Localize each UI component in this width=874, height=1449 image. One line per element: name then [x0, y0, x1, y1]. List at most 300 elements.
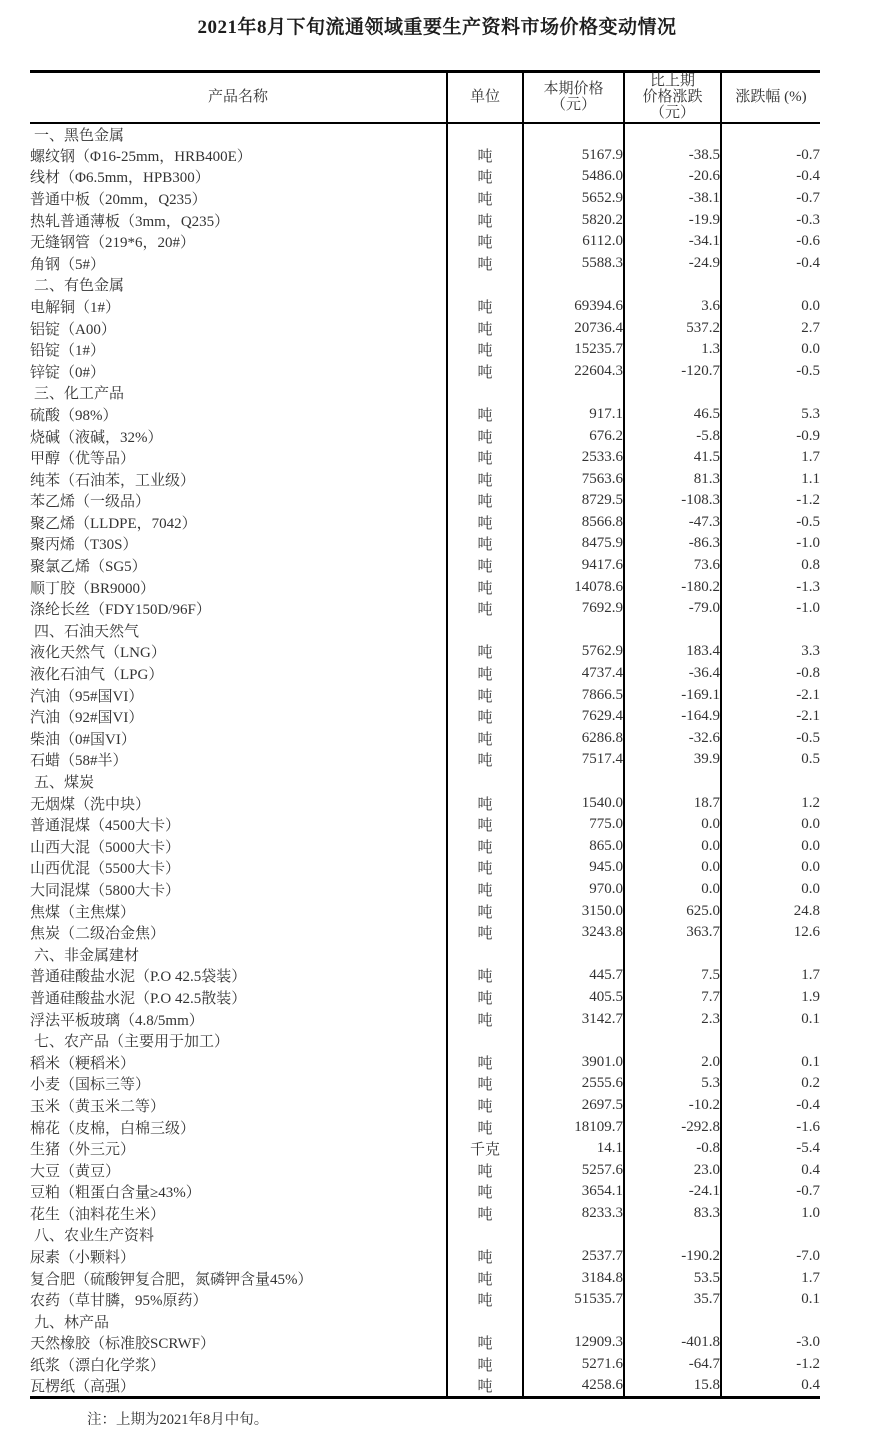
unit-cell: 吨 — [447, 1267, 523, 1289]
change-pct-cell: 0.8 — [721, 555, 820, 577]
header-price-change-line3: （元） — [649, 105, 695, 122]
change-pct-cell: -0.6 — [721, 231, 820, 253]
change-pct-cell: -0.8 — [721, 663, 820, 685]
header-price-change — [624, 72, 721, 123]
section-title-cell: 七、农产品（主要用于加工） — [34, 1034, 230, 1051]
table-row — [30, 317, 820, 339]
section-title-cell: 四、石油天然气 — [34, 623, 140, 640]
section-row — [30, 620, 820, 642]
price-change-cell: -34.1 — [624, 231, 721, 253]
table-row — [30, 1289, 820, 1311]
table-row — [30, 1116, 820, 1138]
header-current-price — [523, 72, 624, 123]
change-pct-cell: 1.7 — [721, 965, 820, 987]
unit-cell: 吨 — [447, 663, 523, 685]
price-change-cell: -120.7 — [624, 360, 721, 382]
table-row — [30, 922, 820, 944]
change-pct-cell: 1.1 — [721, 468, 820, 490]
unit-cell: 吨 — [447, 1354, 523, 1376]
table-row — [30, 749, 820, 771]
table-row — [30, 641, 820, 663]
product-name-cell: 纸浆（漂白化学浆） — [30, 1358, 166, 1375]
product-name-cell: 棉花（皮棉，白棉三级） — [30, 1120, 196, 1137]
unit-cell: 吨 — [447, 209, 523, 231]
footnote: 注：上期为2021年8月中旬。 — [87, 1412, 269, 1428]
change-pct-cell — [721, 123, 820, 145]
unit-cell: 吨 — [447, 1181, 523, 1203]
unit-cell: 吨 — [447, 900, 523, 922]
change-pct-cell: -7.0 — [721, 1246, 820, 1268]
product-name-cell: 柴油（0#国VI） — [30, 731, 136, 748]
product-name-cell: 液化天然气（LNG） — [30, 645, 166, 662]
current-price-cell: 5271.6 — [523, 1354, 624, 1376]
product-name-cell: 小麦（国标三等） — [30, 1077, 151, 1094]
table-row — [30, 684, 820, 706]
price-change-cell: 2.3 — [624, 1008, 721, 1030]
unit-cell — [447, 382, 523, 404]
unit-cell: 吨 — [447, 339, 523, 361]
product-name-cell: 聚乙烯（LLDPE，7042） — [30, 515, 197, 532]
change-pct-cell: -1.2 — [721, 1354, 820, 1376]
price-change-cell — [624, 1030, 721, 1052]
product-name-cell: 汽油（92#国VI） — [30, 710, 144, 727]
change-pct-cell: 0.0 — [721, 879, 820, 901]
header-change-pct — [721, 72, 820, 123]
table-row — [30, 663, 820, 685]
product-name-cell: 普通混煤（4500大卡） — [30, 818, 181, 835]
table-row — [30, 1246, 820, 1268]
price-change-cell — [624, 274, 721, 296]
change-pct-cell: 0.4 — [721, 1159, 820, 1181]
product-name-cell: 无烟煤（洗中块） — [30, 796, 151, 813]
change-pct-cell: 2.7 — [721, 317, 820, 339]
current-price-cell: 8475.9 — [523, 533, 624, 555]
product-name-cell: 锌锭（0#） — [30, 364, 106, 381]
unit-cell: 吨 — [447, 1375, 523, 1398]
price-change-cell: 183.4 — [624, 641, 721, 663]
current-price-cell: 3243.8 — [523, 922, 624, 944]
unit-cell: 吨 — [447, 447, 523, 469]
change-pct-cell: -0.5 — [721, 728, 820, 750]
price-change-cell: 363.7 — [624, 922, 721, 944]
current-price-cell: 2555.6 — [523, 1073, 624, 1095]
page-title: 2021年8月下旬流通领域重要生产资料市场价格变动情况 — [197, 17, 677, 38]
price-change-cell: 0.0 — [624, 879, 721, 901]
change-pct-cell: 0.0 — [721, 836, 820, 858]
section-title-cell: 八、农业生产资料 — [34, 1228, 155, 1245]
unit-cell: 吨 — [447, 404, 523, 426]
table-row — [30, 404, 820, 426]
price-change-cell: -401.8 — [624, 1332, 721, 1354]
change-pct-cell: 0.0 — [721, 339, 820, 361]
current-price-cell: 14.1 — [523, 1138, 624, 1160]
current-price-cell: 5167.9 — [523, 145, 624, 167]
change-pct-cell: 1.9 — [721, 987, 820, 1009]
current-price-cell: 865.0 — [523, 836, 624, 858]
table-row — [30, 1138, 820, 1160]
header-row — [30, 72, 820, 123]
price-change-cell — [624, 123, 721, 145]
price-change-cell: -5.8 — [624, 425, 721, 447]
unit-cell: 吨 — [447, 879, 523, 901]
unit-cell: 吨 — [447, 533, 523, 555]
price-change-cell: 35.7 — [624, 1289, 721, 1311]
unit-cell — [447, 1030, 523, 1052]
current-price-cell: 3142.7 — [523, 1008, 624, 1030]
price-change-cell: 23.0 — [624, 1159, 721, 1181]
table-row — [30, 1051, 820, 1073]
current-price-cell: 5257.6 — [523, 1159, 624, 1181]
price-change-cell: -190.2 — [624, 1246, 721, 1268]
change-pct-cell — [721, 1311, 820, 1333]
table-row — [30, 857, 820, 879]
table-row — [30, 1375, 820, 1398]
product-name-cell: 铅锭（1#） — [30, 343, 106, 360]
product-name-cell: 热轧普通薄板（3mm，Q235） — [30, 213, 230, 230]
current-price-cell: 7563.6 — [523, 468, 624, 490]
price-change-cell: -292.8 — [624, 1116, 721, 1138]
product-name-cell: 甲醇（优等品） — [30, 451, 136, 468]
price-change-cell: 41.5 — [624, 447, 721, 469]
section-title-cell: 二、有色金属 — [34, 278, 125, 295]
current-price-cell: 775.0 — [523, 814, 624, 836]
unit-cell: 吨 — [447, 836, 523, 858]
current-price-cell: 1540.0 — [523, 792, 624, 814]
unit-cell — [447, 771, 523, 793]
change-pct-cell: 0.2 — [721, 1073, 820, 1095]
change-pct-cell: 0.0 — [721, 857, 820, 879]
change-pct-cell: 0.0 — [721, 296, 820, 318]
header-product-label: 产品名称 — [207, 89, 268, 106]
unit-cell: 吨 — [447, 1116, 523, 1138]
section-row — [30, 123, 820, 145]
price-change-cell: -10.2 — [624, 1095, 721, 1117]
price-change-cell: -38.5 — [624, 145, 721, 167]
section-title-cell: 一、黑色金属 — [34, 127, 125, 144]
product-name-cell: 普通硅酸盐水泥（P.O 42.5散装） — [30, 990, 247, 1007]
change-pct-cell — [721, 620, 820, 642]
current-price-cell: 445.7 — [523, 965, 624, 987]
product-name-cell: 聚氯乙烯（SG5） — [30, 559, 147, 576]
change-pct-cell: -0.7 — [721, 1181, 820, 1203]
current-price-cell: 4258.6 — [523, 1375, 624, 1398]
price-change-cell: -36.4 — [624, 663, 721, 685]
unit-cell: 吨 — [447, 296, 523, 318]
change-pct-cell: -0.7 — [721, 145, 820, 167]
current-price-cell: 8729.5 — [523, 490, 624, 512]
unit-cell: 吨 — [447, 1159, 523, 1181]
price-change-cell: -32.6 — [624, 728, 721, 750]
current-price-cell: 51535.7 — [523, 1289, 624, 1311]
table-row — [30, 1354, 820, 1376]
product-name-cell: 农药（草甘膦，95%原药） — [30, 1293, 208, 1310]
price-table — [30, 70, 820, 1399]
product-name-cell: 天然橡胶（标准胶SCRWF） — [30, 1336, 216, 1353]
change-pct-cell: -1.0 — [721, 533, 820, 555]
current-price-cell: 6112.0 — [523, 231, 624, 253]
product-name-cell: 铝锭（A00） — [30, 321, 116, 338]
unit-cell: 吨 — [447, 360, 523, 382]
unit-cell: 吨 — [447, 684, 523, 706]
current-price-cell: 14078.6 — [523, 576, 624, 598]
unit-cell: 吨 — [447, 252, 523, 274]
price-change-cell — [624, 1311, 721, 1333]
change-pct-cell — [721, 382, 820, 404]
change-pct-cell: -0.7 — [721, 188, 820, 210]
unit-cell: 吨 — [447, 792, 523, 814]
product-name-cell: 山西优混（5500大卡） — [30, 861, 181, 878]
current-price-cell: 5652.9 — [523, 188, 624, 210]
change-pct-cell: 0.1 — [721, 1051, 820, 1073]
current-price-cell: 7629.4 — [523, 706, 624, 728]
table-row — [30, 231, 820, 253]
current-price-cell: 7692.9 — [523, 598, 624, 620]
product-name-cell: 大豆（黄豆） — [30, 1163, 121, 1180]
price-change-cell: -47.3 — [624, 512, 721, 534]
product-name-cell: 涤纶长丝（FDY150D/96F） — [30, 602, 211, 619]
product-name-cell: 硫酸（98%） — [30, 407, 118, 424]
change-pct-cell: 0.0 — [721, 814, 820, 836]
current-price-cell: 3184.8 — [523, 1267, 624, 1289]
unit-cell — [447, 943, 523, 965]
table-row — [30, 447, 820, 469]
price-change-cell: -108.3 — [624, 490, 721, 512]
unit-cell: 吨 — [447, 145, 523, 167]
current-price-cell: 22604.3 — [523, 360, 624, 382]
price-change-cell — [624, 771, 721, 793]
change-pct-cell: 0.4 — [721, 1375, 820, 1398]
change-pct-cell: 3.3 — [721, 641, 820, 663]
unit-cell: 吨 — [447, 317, 523, 339]
price-change-cell: -19.9 — [624, 209, 721, 231]
change-pct-cell: -1.6 — [721, 1116, 820, 1138]
product-name-cell: 焦煤（主焦煤） — [30, 904, 136, 921]
unit-cell: 吨 — [447, 814, 523, 836]
table-row — [30, 879, 820, 901]
change-pct-cell: 0.5 — [721, 749, 820, 771]
current-price-cell: 5820.2 — [523, 209, 624, 231]
unit-cell: 吨 — [447, 749, 523, 771]
current-price-cell: 3654.1 — [523, 1181, 624, 1203]
current-price-cell: 945.0 — [523, 857, 624, 879]
product-name-cell: 烧碱（液碱，32%） — [30, 429, 163, 446]
change-pct-cell: -0.9 — [721, 425, 820, 447]
price-change-cell: 83.3 — [624, 1203, 721, 1225]
table-row — [30, 576, 820, 598]
unit-cell: 吨 — [447, 857, 523, 879]
product-name-cell: 螺纹钢（Φ16-25mm，HRB400E） — [30, 148, 252, 165]
unit-cell: 吨 — [447, 706, 523, 728]
price-change-cell: 7.5 — [624, 965, 721, 987]
header-unit — [447, 72, 523, 123]
unit-cell: 吨 — [447, 425, 523, 447]
product-name-cell: 玉米（黄玉米二等） — [30, 1098, 166, 1115]
table-row — [30, 987, 820, 1009]
unit-cell: 吨 — [447, 166, 523, 188]
change-pct-cell: 1.2 — [721, 792, 820, 814]
product-name-cell: 大同混煤（5800大卡） — [30, 882, 181, 899]
product-name-cell: 汽油（95#国VI） — [30, 688, 144, 705]
current-price-cell: 18109.7 — [523, 1116, 624, 1138]
change-pct-cell: -1.0 — [721, 598, 820, 620]
product-name-cell: 豆粕（粗蛋白含量≥43%） — [30, 1185, 201, 1202]
unit-cell: 吨 — [447, 1095, 523, 1117]
price-change-cell — [624, 620, 721, 642]
product-name-cell: 角钢（5#） — [30, 256, 106, 273]
unit-cell: 吨 — [447, 490, 523, 512]
unit-cell: 吨 — [447, 188, 523, 210]
current-price-cell: 405.5 — [523, 987, 624, 1009]
price-change-cell: 0.0 — [624, 836, 721, 858]
product-name-cell: 瓦楞纸（高强） — [30, 1379, 136, 1396]
current-price-cell: 3150.0 — [523, 900, 624, 922]
product-name-cell: 顺丁胶（BR9000） — [30, 580, 156, 597]
section-row — [30, 1030, 820, 1052]
price-change-cell: 2.0 — [624, 1051, 721, 1073]
product-name-cell: 普通硅酸盐水泥（P.O 42.5袋装） — [30, 969, 247, 986]
change-pct-cell — [721, 1224, 820, 1246]
header-price-change-line2: 价格涨跌 — [642, 89, 703, 106]
current-price-cell: 2533.6 — [523, 447, 624, 469]
table-header — [30, 72, 820, 123]
price-change-cell: 7.7 — [624, 987, 721, 1009]
table-row — [30, 296, 820, 318]
change-pct-cell: -1.2 — [721, 490, 820, 512]
product-name-cell: 复合肥（硫酸钾复合肥，氮磷钾含量45%） — [30, 1271, 313, 1288]
current-price-cell: 6286.8 — [523, 728, 624, 750]
price-change-cell: 537.2 — [624, 317, 721, 339]
price-change-cell: -38.1 — [624, 188, 721, 210]
unit-cell: 吨 — [447, 1332, 523, 1354]
price-change-cell: -86.3 — [624, 533, 721, 555]
price-change-cell: 73.6 — [624, 555, 721, 577]
unit-cell — [447, 123, 523, 145]
unit-cell: 吨 — [447, 576, 523, 598]
current-price-cell: 676.2 — [523, 425, 624, 447]
table-row — [30, 836, 820, 858]
price-change-cell — [624, 1224, 721, 1246]
product-name-cell: 苯乙烯（一级品） — [30, 494, 151, 511]
change-pct-cell: -0.3 — [721, 209, 820, 231]
price-change-cell: 15.8 — [624, 1375, 721, 1398]
unit-cell: 吨 — [447, 555, 523, 577]
current-price-cell — [523, 274, 624, 296]
change-pct-cell: -0.5 — [721, 512, 820, 534]
price-change-cell: -180.2 — [624, 576, 721, 598]
current-price-cell — [523, 771, 624, 793]
price-change-cell: 1.3 — [624, 339, 721, 361]
product-name-cell: 聚丙烯（T30S） — [30, 537, 138, 554]
product-name-cell: 线材（Φ6.5mm，HPB300） — [30, 170, 210, 187]
product-name-cell: 焦炭（二级冶金焦） — [30, 926, 166, 943]
change-pct-cell: 0.1 — [721, 1008, 820, 1030]
section-row — [30, 1311, 820, 1333]
section-row — [30, 943, 820, 965]
table-row — [30, 533, 820, 555]
table-row — [30, 425, 820, 447]
table-row — [30, 1181, 820, 1203]
change-pct-cell: 1.7 — [721, 1267, 820, 1289]
table-row — [30, 1095, 820, 1117]
unit-cell: 吨 — [447, 1203, 523, 1225]
unit-cell: 吨 — [447, 1051, 523, 1073]
unit-cell: 吨 — [447, 512, 523, 534]
unit-cell: 吨 — [447, 598, 523, 620]
price-change-cell: 625.0 — [624, 900, 721, 922]
change-pct-cell: 1.7 — [721, 447, 820, 469]
table-row — [30, 900, 820, 922]
unit-cell: 吨 — [447, 965, 523, 987]
price-change-cell: 0.0 — [624, 814, 721, 836]
current-price-cell: 970.0 — [523, 879, 624, 901]
current-price-cell: 69394.6 — [523, 296, 624, 318]
current-price-cell: 4737.4 — [523, 663, 624, 685]
current-price-cell — [523, 620, 624, 642]
unit-cell: 吨 — [447, 468, 523, 490]
change-pct-cell — [721, 1030, 820, 1052]
current-price-cell: 917.1 — [523, 404, 624, 426]
unit-cell: 吨 — [447, 641, 523, 663]
section-row — [30, 1224, 820, 1246]
price-change-cell: -24.9 — [624, 252, 721, 274]
table-row — [30, 814, 820, 836]
unit-cell: 吨 — [447, 1008, 523, 1030]
current-price-cell: 7866.5 — [523, 684, 624, 706]
product-name-cell: 稻米（粳稻米） — [30, 1055, 136, 1072]
product-name-cell: 山西大混（5000大卡） — [30, 839, 181, 856]
change-pct-cell: -0.5 — [721, 360, 820, 382]
product-name-cell: 石蜡（58#半） — [30, 753, 128, 770]
current-price-cell: 8233.3 — [523, 1203, 624, 1225]
current-price-cell: 9417.6 — [523, 555, 624, 577]
current-price-cell: 20736.4 — [523, 317, 624, 339]
price-change-cell: 5.3 — [624, 1073, 721, 1095]
price-change-cell: 18.7 — [624, 792, 721, 814]
change-pct-cell: 1.0 — [721, 1203, 820, 1225]
section-title-cell: 九、林产品 — [34, 1314, 110, 1331]
section-title-cell: 五、煤炭 — [34, 775, 95, 792]
change-pct-cell: 5.3 — [721, 404, 820, 426]
unit-cell: 吨 — [447, 1246, 523, 1268]
current-price-cell: 2537.7 — [523, 1246, 624, 1268]
table-row — [30, 1332, 820, 1354]
unit-cell: 吨 — [447, 728, 523, 750]
current-price-cell: 8566.8 — [523, 512, 624, 534]
table-row — [30, 965, 820, 987]
table-row — [30, 1008, 820, 1030]
product-name-cell: 电解铜（1#） — [30, 299, 121, 316]
current-price-cell: 5588.3 — [523, 252, 624, 274]
current-price-cell — [523, 382, 624, 404]
section-row — [30, 274, 820, 296]
unit-cell — [447, 620, 523, 642]
section-title-cell: 六、非金属建材 — [34, 947, 140, 964]
current-price-cell: 12909.3 — [523, 1332, 624, 1354]
table-row — [30, 166, 820, 188]
section-row — [30, 382, 820, 404]
price-change-cell: 3.6 — [624, 296, 721, 318]
price-change-cell — [624, 943, 721, 965]
current-price-cell: 15235.7 — [523, 339, 624, 361]
section-row — [30, 771, 820, 793]
current-price-cell — [523, 1030, 624, 1052]
table-row — [30, 188, 820, 210]
product-name-cell: 尿素（小颗料） — [30, 1250, 136, 1267]
product-name-cell: 浮法平板玻璃（4.8/5mm） — [30, 1012, 204, 1029]
unit-cell — [447, 1224, 523, 1246]
table-row — [30, 1203, 820, 1225]
change-pct-cell: -0.4 — [721, 252, 820, 274]
